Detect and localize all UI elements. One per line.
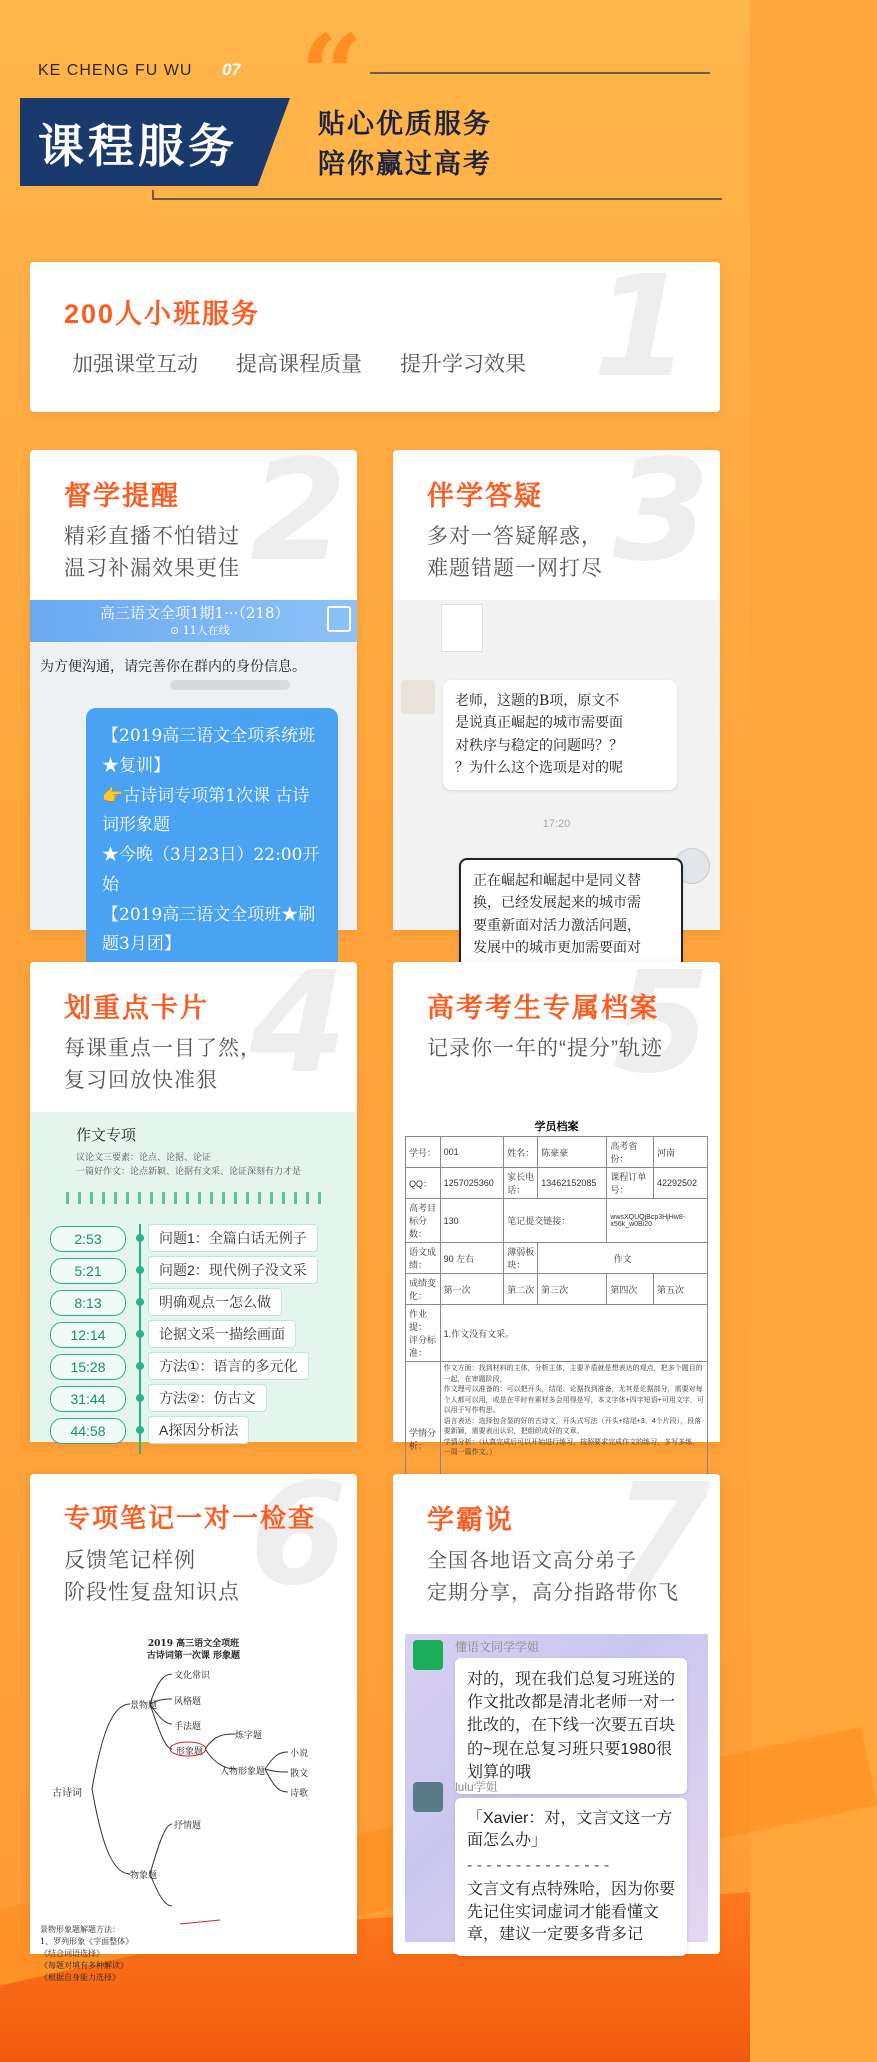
system-notice: 为方便沟通，请完善你在群内的身份信息。 (40, 659, 306, 675)
card-number: 6 (249, 1454, 347, 1617)
kp-heading: 作文专项 (76, 1127, 137, 1144)
note-line: 《结合词语选择》 (40, 1949, 104, 1958)
timeline-dot (136, 1298, 144, 1306)
msg-line: 【2019高三语文全项班★刷 (102, 904, 316, 925)
cell: 高考目标分数： (406, 1199, 441, 1243)
header-slogan-1: 贴心优质服务 (318, 109, 492, 139)
timestamp-pill[interactable]: 8:13 (50, 1290, 126, 1316)
timeline-item[interactable]: A探因分析法 (148, 1416, 249, 1444)
header-bracket-line (152, 198, 722, 200)
card-number: 1 (592, 246, 690, 409)
a-line: 要重新面对活力激活问题， (473, 917, 641, 934)
archive-document-screenshot (393, 1112, 720, 1456)
cell: 家长电话： (504, 1168, 538, 1199)
cell-text: 作业提： (409, 1309, 428, 1332)
spiral-binding (66, 1192, 327, 1204)
msg-line: 题3月团】 (102, 934, 181, 955)
wechat-chat-screenshot (405, 1634, 708, 1942)
card-feature-list (72, 348, 526, 378)
notes-title-2: 古诗词第一次课 形象题 (146, 1651, 241, 1661)
timeline-item[interactable]: 问题2：现代例子没文采 (148, 1256, 318, 1284)
cell-text: 评分标准： (409, 1335, 437, 1358)
timeline-item[interactable]: 方法①：语言的多元化 (148, 1352, 309, 1380)
timeline-item[interactable]: 方法②：仿古文 (148, 1384, 267, 1412)
chat-bubble-1: 对的，现在我们总复习班送的作文批改都是清北老师一对一批改的，在下线一次要五百块的~现在总复习班只要1980很划算的哦 (455, 1658, 687, 1794)
header-kicker: KE CHENG FU WU (38, 62, 193, 79)
sender-avatar (413, 1782, 443, 1812)
a-line: 换，已经发展起来的城市需 (473, 895, 641, 912)
message-time: 17:20 (542, 818, 571, 830)
cell: 语文成绩： (406, 1243, 441, 1274)
timeline-dot (136, 1266, 144, 1274)
feature-item: 提高课程质量 (236, 353, 362, 376)
note-line: 《每题对填有多种解读》 (40, 1961, 128, 1970)
timeline-dot (136, 1362, 144, 1370)
node: 抒情题 (174, 1821, 202, 1831)
online-count: ⊙ 11人在线 (170, 624, 230, 637)
msg-line: ★复训】 (102, 755, 170, 776)
card-desc-line-2: 温习补漏效果更佳 (64, 557, 240, 580)
quote-mark-icon: “ (300, 10, 364, 139)
msg-line: 👉古诗词专项第1次课 古诗 (102, 785, 310, 806)
card-title: 督学提醒 (64, 481, 180, 511)
node: 风格题 (174, 1697, 202, 1707)
node: 手法题 (174, 1722, 202, 1732)
card-title: 划重点卡片 (64, 993, 209, 1023)
node: 小说 (290, 1749, 309, 1759)
msg-line: 【2019高三语文全项系统班 (102, 726, 316, 746)
student-question-bubble (443, 680, 677, 790)
card-title: 伴学答疑 (427, 481, 543, 511)
a-line: 发展中的城市更加需要面对 (473, 940, 641, 957)
timeline-item[interactable]: 问题1：全篇白话无例子 (148, 1224, 318, 1252)
node: 形象题 (176, 1747, 204, 1757)
card-qa-companion (393, 430, 720, 957)
note-line: 1、罗列形象《字面整体》 (40, 1937, 134, 1946)
card-number: 2 (249, 430, 347, 593)
card-title: 学霸说 (427, 1505, 514, 1535)
archive-title: 学员档案 (534, 1121, 579, 1133)
timestamp-pill[interactable]: 2:53 (50, 1226, 126, 1252)
cell: 1257025360 (440, 1168, 504, 1199)
cell: 13462152085 (538, 1168, 607, 1199)
timestamp-pill[interactable]: 31:44 (50, 1386, 126, 1412)
node: 炼字题 (235, 1731, 263, 1741)
cell: 学情分析： (406, 1362, 441, 1517)
card-desc-line-2: 阶段性复盘知识点 (64, 1581, 240, 1604)
card-desc-line-2: 定期分享，高分指路带你飞 (427, 1582, 679, 1604)
card-number: 4 (249, 942, 347, 1105)
note-line: 景物形象题解题方法： (40, 1925, 120, 1934)
faded-line (170, 680, 290, 690)
cell: 高考省份： (607, 1137, 654, 1168)
card-desc-line-1: 多对一答疑解惑， (427, 525, 603, 548)
chat-header (30, 600, 357, 642)
q-line: 老师，这题的B项，原文不 (455, 693, 620, 709)
card-desc-line-1: 每课重点一目了然， (64, 1037, 262, 1060)
card-number: 5 (612, 942, 710, 1105)
a-line: 正在崛起和崛起中是同义替 (473, 873, 641, 889)
timestamp-pill[interactable]: 5:21 (50, 1258, 126, 1284)
cell: 作文方面：找到材料的主体，分析主体，主要矛盾就是想表达的观点，把多个题目的一起，在审题阶段， 作文理可以准备的：可以把开头，结尾、论据找到准备，尤其是论据部分，需要对每个人都可以用，或是在平时有素材多会用得是写，本文字体+四字短语+可用文字，可以用于写作构思。 语言表达：选择包含显的好的古诗文，开头式写法（开头+结尾+3、4个片段），段落要新颖，需要表出认识，把组织成好的文章。 学情分析：（认真完成后可以开始进行练习，按照要求完成作文的练习，多写多练，一周一篇作文。） (440, 1362, 707, 1517)
sender-name: lulu学姐 (455, 1780, 498, 1794)
mindmap-notes-screenshot (30, 1624, 357, 1982)
timeline-item[interactable]: 明确观点一怎么做 (148, 1288, 282, 1316)
cell: QQ： (406, 1168, 441, 1199)
timeline-dot (136, 1394, 144, 1402)
card-title: 200人小班服务 (64, 299, 261, 329)
node: 景物题 (130, 1701, 158, 1711)
card-top-student-talk (393, 1454, 720, 1954)
cell: 陈豪豪 (538, 1137, 607, 1168)
timestamp-pill[interactable]: 44:58 (50, 1418, 126, 1444)
card-desc-line-1: 精彩直播不怕错过 (64, 525, 240, 548)
node: 人物形象题 (220, 1767, 266, 1777)
quoted-message: 「Xavier：对，文言文这一方面怎么办」 (467, 1810, 673, 1850)
feature-item: 提升学习效果 (400, 353, 526, 376)
q-line: ？为什么这个选项是对的呢 (455, 760, 623, 777)
card-desc-line-1: 全国各地语文高分弟子 (427, 1550, 637, 1572)
q-line: 对秩序与稳定的问题吗？？ (455, 737, 623, 754)
chat-bubble-2 (455, 1798, 687, 1956)
image-thumbnail (441, 604, 483, 652)
group-title: 高三语文全项1期1···（218） (100, 604, 290, 622)
card-desc-line-2: 难题错题一网打尽 (427, 557, 603, 580)
cell: wwsXQUQjBcp3HjHw8-x56k_w0Bi20 (607, 1199, 708, 1243)
q-line: 是说真正崛起的城市需要面 (455, 715, 623, 732)
cell: 姓名： (504, 1137, 538, 1168)
header-divider (370, 72, 710, 74)
kp-line1: 议论文三要素：论点、论据、论证 (76, 1152, 212, 1162)
reminder-message-bubble (86, 708, 338, 974)
msg-line: 始 (102, 874, 119, 895)
node-root: 古诗词 (52, 1788, 82, 1799)
reply-text: 文言文有点特殊哈，因为你要先记住实词虚词才能看懂文章，建议一定要多背多记 (467, 1881, 676, 1943)
qa-chat-screenshot (393, 600, 720, 957)
cell: 001 (440, 1137, 504, 1168)
online-count-text: 11人在线 (182, 624, 230, 637)
sender-avatar (413, 1640, 443, 1670)
cell (406, 1305, 441, 1362)
node: 诗歌 (290, 1789, 309, 1799)
group-menu-icon[interactable] (327, 606, 351, 632)
card-notes-check (30, 1454, 357, 1982)
feature-item: 加强课堂互动 (72, 353, 198, 376)
notes-block (40, 1924, 133, 1984)
header-section-number: 07 (222, 60, 241, 79)
key-point-card-screenshot (30, 1112, 357, 1442)
card-desc-line-1: 反馈笔记样例 (64, 1549, 196, 1572)
student-avatar (401, 680, 435, 714)
cell: 90 左右 (440, 1243, 504, 1274)
cell: 薄弱板块： (504, 1243, 538, 1274)
cell: 课程订单号： (607, 1168, 654, 1199)
note-line: 《根据自身能力选择》 (40, 1973, 120, 1982)
card-small-class (30, 246, 720, 412)
page-title: 课程服务 (38, 120, 238, 172)
notes-title-1: 2019 高三语文全项班 (147, 1639, 240, 1649)
sender-name: 懂语文同学学姐 (455, 1640, 540, 1654)
node: 文化常识 (174, 1671, 211, 1681)
msg-line: 词形象题 (102, 815, 170, 836)
timeline-item[interactable]: 论据文采一描绘画面 (148, 1320, 296, 1348)
timestamp-pill[interactable]: 15:28 (50, 1354, 126, 1380)
timestamp-pill[interactable]: 12:14 (50, 1322, 126, 1348)
cell: 第三次 (538, 1274, 607, 1305)
timeline-axis (139, 1224, 141, 1454)
quote-divider: - - - - - - - - - - - - - - - (467, 1856, 610, 1874)
cell: 1.作文没有文采。 (440, 1305, 707, 1362)
node: 物象题 (130, 1871, 158, 1881)
node: 散文 (290, 1769, 309, 1779)
card-number: 3 (612, 430, 710, 593)
cell: 第四次 (607, 1274, 654, 1305)
card-study-reminder (30, 430, 357, 955)
card-desc-line-2: 复习回放快准狠 (64, 1069, 218, 1092)
card-desc-line-1: 记录你一年的“提分”轨迹 (427, 1037, 663, 1060)
cell: 第二次 (504, 1274, 538, 1305)
cell: 河南 (654, 1137, 708, 1168)
cell: 成绩变化： (406, 1274, 441, 1305)
cell: 第五次 (654, 1274, 708, 1305)
timeline-dot (136, 1426, 144, 1434)
cell: 第一次 (440, 1274, 504, 1305)
timeline-dot (136, 1330, 144, 1338)
timeline-dot (136, 1234, 144, 1242)
card-number: 7 (612, 1454, 710, 1617)
cell: 作文 (538, 1243, 708, 1274)
kp-line2: 一篇好作文：论点新颖、论据有文采、论证深刻有力才是 (76, 1166, 302, 1176)
card-title: 专项笔记一对一检查 (64, 1503, 317, 1533)
chat-screenshot (30, 600, 357, 955)
msg-line: ★今晚（3月23日）22:00开 (102, 845, 320, 865)
cell: 130 (440, 1199, 504, 1243)
header-slogan-2: 陪你赢过高考 (318, 149, 492, 179)
card-title: 高考考生专属档案 (427, 993, 659, 1023)
cell: 42292502 (654, 1168, 708, 1199)
cell: 学号： (406, 1137, 441, 1168)
cell: 笔记提交链接： (504, 1199, 607, 1243)
